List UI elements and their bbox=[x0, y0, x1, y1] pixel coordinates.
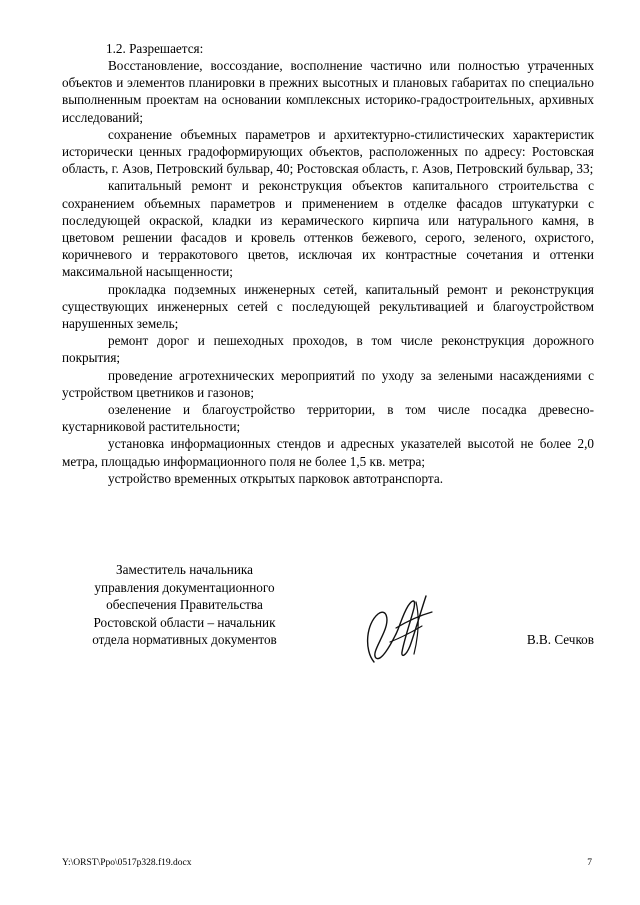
paragraph: ремонт дорог и пешеходных проходов, в том числе реконструкция дорожного покрытия; bbox=[62, 333, 594, 366]
signatory-title-line: обеспечения Правительства bbox=[106, 597, 263, 612]
signatory-name: В.В. Сечков bbox=[526, 632, 594, 647]
signatory-title bbox=[62, 561, 307, 649]
paragraph: прокладка подземных инженерных сетей, капитальный ремонт и реконструкция существующих инженерных сетей с последующей рекультивацией и благоустройством нарушенных земель; bbox=[62, 281, 594, 332]
paragraph: устройство временных открытых парковок автотранспорта. bbox=[108, 470, 444, 486]
signatory-title-line: отдела нормативных документов bbox=[92, 632, 277, 647]
document-body bbox=[62, 57, 594, 487]
paragraph: Восстановление, воссоздание, восполнение частично или полностью утраченных объектов и элементов планировки в прежних высотных и плановых габаритах по специально выполненным проектам на основании комплексных историко-градостроительных, архивных исследований; bbox=[62, 58, 594, 125]
section-heading: 1.2. Разрешается: bbox=[106, 41, 204, 56]
paragraph: установка информационных стендов и адресных указателей высотой не более 2,0 метра, площадью информационного поля не более 1,5 кв. метра; bbox=[62, 436, 594, 469]
paragraph: сохранение объемных параметров и архитектурно-стилистических характеристик исторически ценных градоформирующих объектов, расположенных по адресу: Ростовская область, г. Азов, Петровский бульвар, 40; Ростовская область, г. Азов, Петровский бульвар, 33; bbox=[62, 126, 594, 177]
signatory-title-line: управления документационного bbox=[94, 579, 275, 595]
signatory-title-line: Ростовской области – начальник bbox=[93, 614, 276, 630]
paragraph: капитальный ремонт и реконструкция объектов капитального строительства с сохранением объемных параметров и применением в отделке фасадов штукатурки с последующей окраской, кладки из керамического кирпича или натурального камня, в цветовом решении фасадов и кровель оттенков бежевого, серого, зеленого, охристого, коричневого и терракотового цветов, исключая их контрастные сочетания и оттенки максимальной насыщенности; bbox=[62, 178, 594, 280]
paragraph: озеленение и благоустройство территории, в том числе посадка древесно-кустарниковой растительности; bbox=[62, 402, 594, 435]
signatory-title-line: Заместитель начальника bbox=[116, 562, 253, 577]
paragraph: проведение агротехнических мероприятий по уходу за зелеными насаждениями с устройством цветников и газонов; bbox=[62, 367, 594, 400]
page-number: 7 bbox=[587, 858, 592, 868]
file-path: Y:\ORST\Ppo\0517p328.f19.docx bbox=[62, 858, 192, 868]
handwritten-signature bbox=[360, 588, 438, 668]
